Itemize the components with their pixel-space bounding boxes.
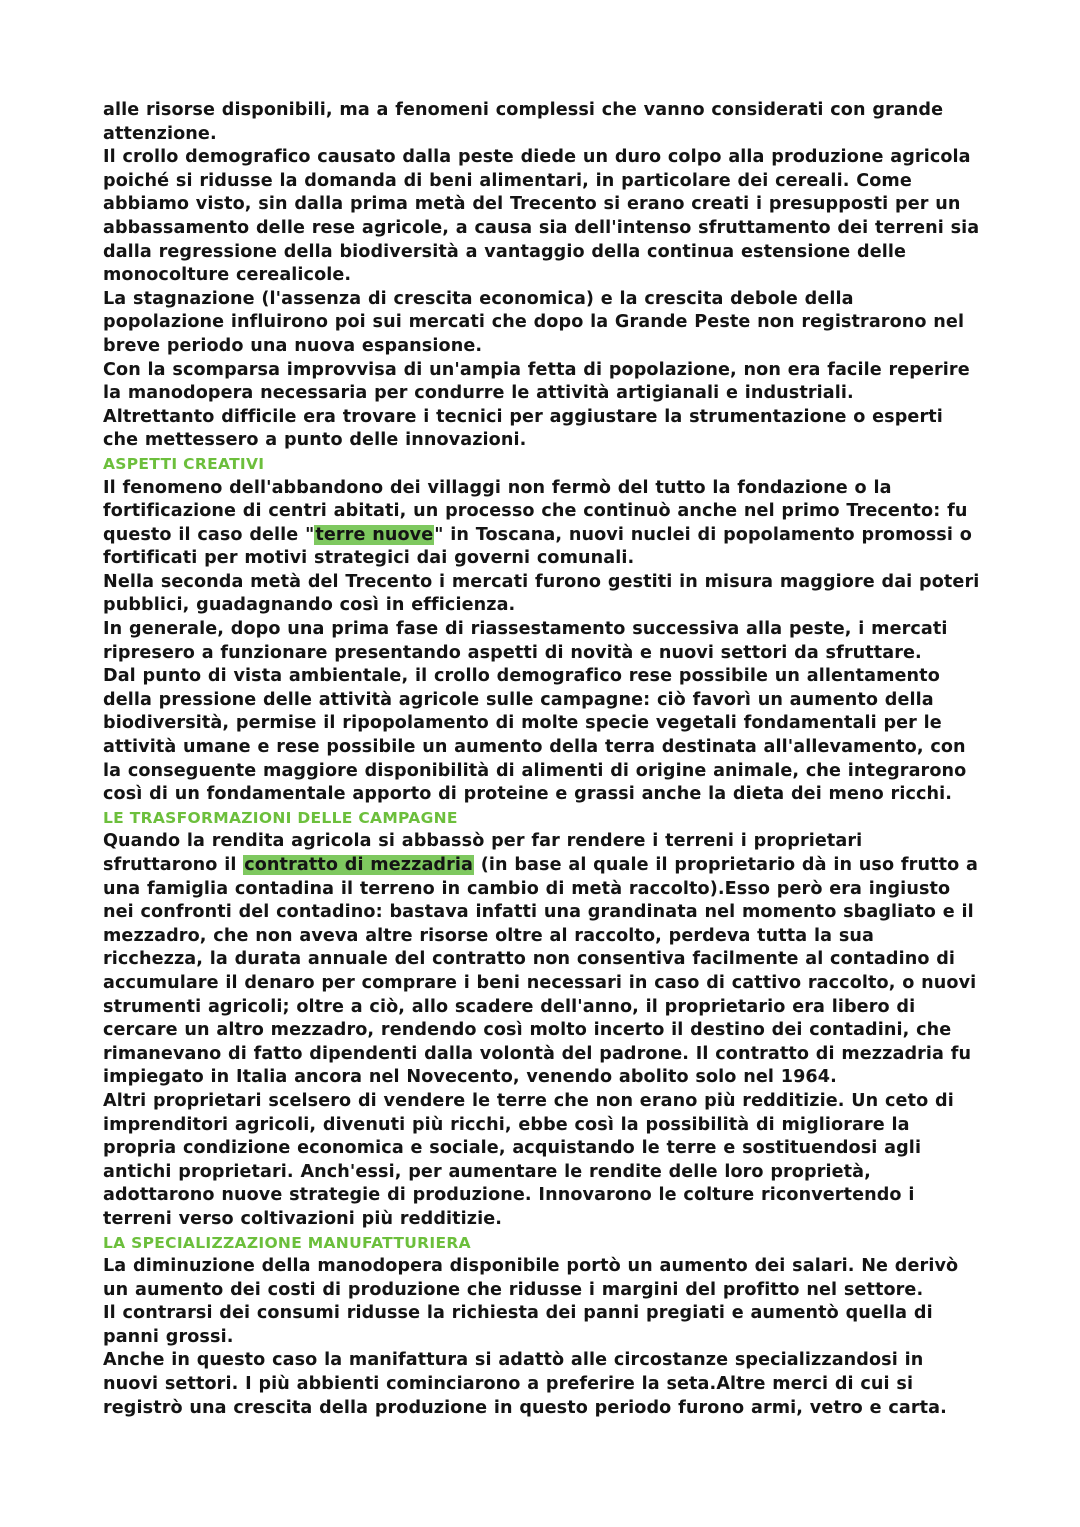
highlighted-term: terre nuove	[315, 524, 434, 545]
section-heading-trasformazioni-campagne: LE TRASFORMAZIONI DELLE CAMPAGNE	[103, 808, 458, 827]
text-run: Il fenomeno dell'abbandono dei villaggi non fermò del tutto la fondazione o la fortificazione di centri abitati, un processo che continuò anche nel primo Trecento: fu questo il caso delle "	[103, 477, 968, 545]
paragraph: La diminuzione della manodopera disponibile portò un aumento dei salari. Ne derivò un aumento dei costi di produzione che ridusse i margini del profitto nel settore.	[103, 1256, 959, 1300]
text-run: (in base al quale il proprietario dà in uso frutto a una famiglia contadina il terreno in cambio di metà raccolto).Esso però era ingiusto nei confronti del contadino: bastava infatti una grandinata nel momento sbagliato e il mezzadro, che non aveva altre risorse oltre al raccolto, perdeva tutta la sua ricchezza, la durata annuale del contratto non consentiva facilmente al contadino di accumulare il denaro per comprare i beni necessari in caso di cattivo raccolto, o nuovi strumenti agricoli; oltre a ciò, allo scadere dell'anno, il proprietario era libero di cercare un altro mezzadro, rendendo così molto incerto il destino dei contadini, che rimanevano di fatto dipendenti dalla volontà del padrone. Il contratto di mezzadria fu impiegato in Italia ancora nel Novecento, venendo abolito solo nel 1964.	[103, 855, 978, 1088]
section-heading-specializzazione: LA SPECIALIZZAZIONE MANUFATTURIERA	[103, 1233, 471, 1252]
paragraph: In generale, dopo una prima fase di riassestamento successiva alla peste, i mercati ripresero a funzionare presentando aspetti di novità e nuovi settori da sfruttare.	[103, 619, 948, 663]
text-run: Quando la rendita agricola si abbassò per far rendere i terreni i proprietari sfruttarono il	[103, 831, 863, 875]
paragraph: Anche in questo caso la manifattura si adattò alle circostanze specializzandosi in nuovi settori. I più abbienti cominciarono a preferire la seta.Altre merci di cui si registrò una crescita della produzione in questo periodo furono armi, vetro e carta.	[103, 1350, 947, 1418]
paragraph: Altrettanto difficile era trovare i tecnici per aggiustare la strumentazione o esperti che mettessero a punto delle innovazioni.	[103, 406, 943, 451]
paragraph: Con la scomparsa improvvisa di un'ampia fetta di popolazione, non era facile reperire la manodopera necessaria per condurre le attività artigianali e industriali.	[103, 359, 970, 404]
paragraph: La stagnazione (l'assenza di crescita economica) e la crescita debole della popolazione influirono poi sui mercati che dopo la Grande Peste non registrarono nel breve periodo una nuova espansione.	[103, 288, 965, 356]
highlighted-term: contratto di mezzadria	[244, 855, 473, 875]
paragraph: Il crollo demografico causato dalla peste diede un duro colpo alla produzione agricola poiché si ridusse la domanda di beni alimentari, in particolare dei cereali. Come abbiamo visto, sin dalla prima metà del Trecento si erano creati i presupposti per un abbassamento delle rese agricole, a causa sia dell'intenso sfruttamento dei terreni sia dalla regressione della biodiversità a vantaggio della continua estensione delle monocolture cerealicole.	[103, 147, 980, 286]
paragraph: alle risorse disponibili, ma a fenomeni complessi che vanno considerati con grande attenzione.	[103, 100, 944, 144]
paragraph-terre-nuove	[103, 477, 980, 571]
paragraph: Altri proprietari scelsero di vendere le terre che non erano più redditizie. Un ceto di imprenditori agricoli, divenuti più ricchi, ebbe così la possibilità di migliorare la propria condizione economica e sociale, acquistando le terre e sostituendosi agli antichi proprietari. Anch'essi, per aumentare le rendite delle loro proprietà, adottarono nuove strategie di produzione. Innovarono le colture riconvertendo i terreni verso coltivazioni più redditizie.	[103, 1090, 954, 1229]
paragraph: Dal punto di vista ambientale, il crollo demografico rese possibile un allentamento della pressione delle attività agricole sulle campagne: ciò favorì un aumento della biodiversità, permise il ripopolamento di molte specie vegetali fondamentali per le attività umane e rese possibile un aumento della terra destinata all'allevamento, con la conseguente maggiore disponibilità di alimenti di origine animale, che integrarono così di un fondamentale apporto di proteine e grassi anche la dieta dei meno ricchi.	[103, 666, 967, 805]
paragraph: Nella seconda metà del Trecento i mercati furono gestiti in misura maggiore dai poteri pubblici, guadagnando così in efficienza.	[103, 571, 980, 616]
paragraph: Il contrarsi dei consumi ridusse la richiesta dei panni pregiati e aumentò quella di panni grossi.	[103, 1303, 933, 1347]
text-run: " in Toscana, nuovi nuclei di popolamento promossi o fortificati per motivi strategici dai governi comunali.	[103, 524, 972, 569]
section-heading-aspetti-creativi: ASPETTI CREATIVI	[103, 454, 265, 473]
paragraph-mezzadria	[103, 830, 980, 1090]
